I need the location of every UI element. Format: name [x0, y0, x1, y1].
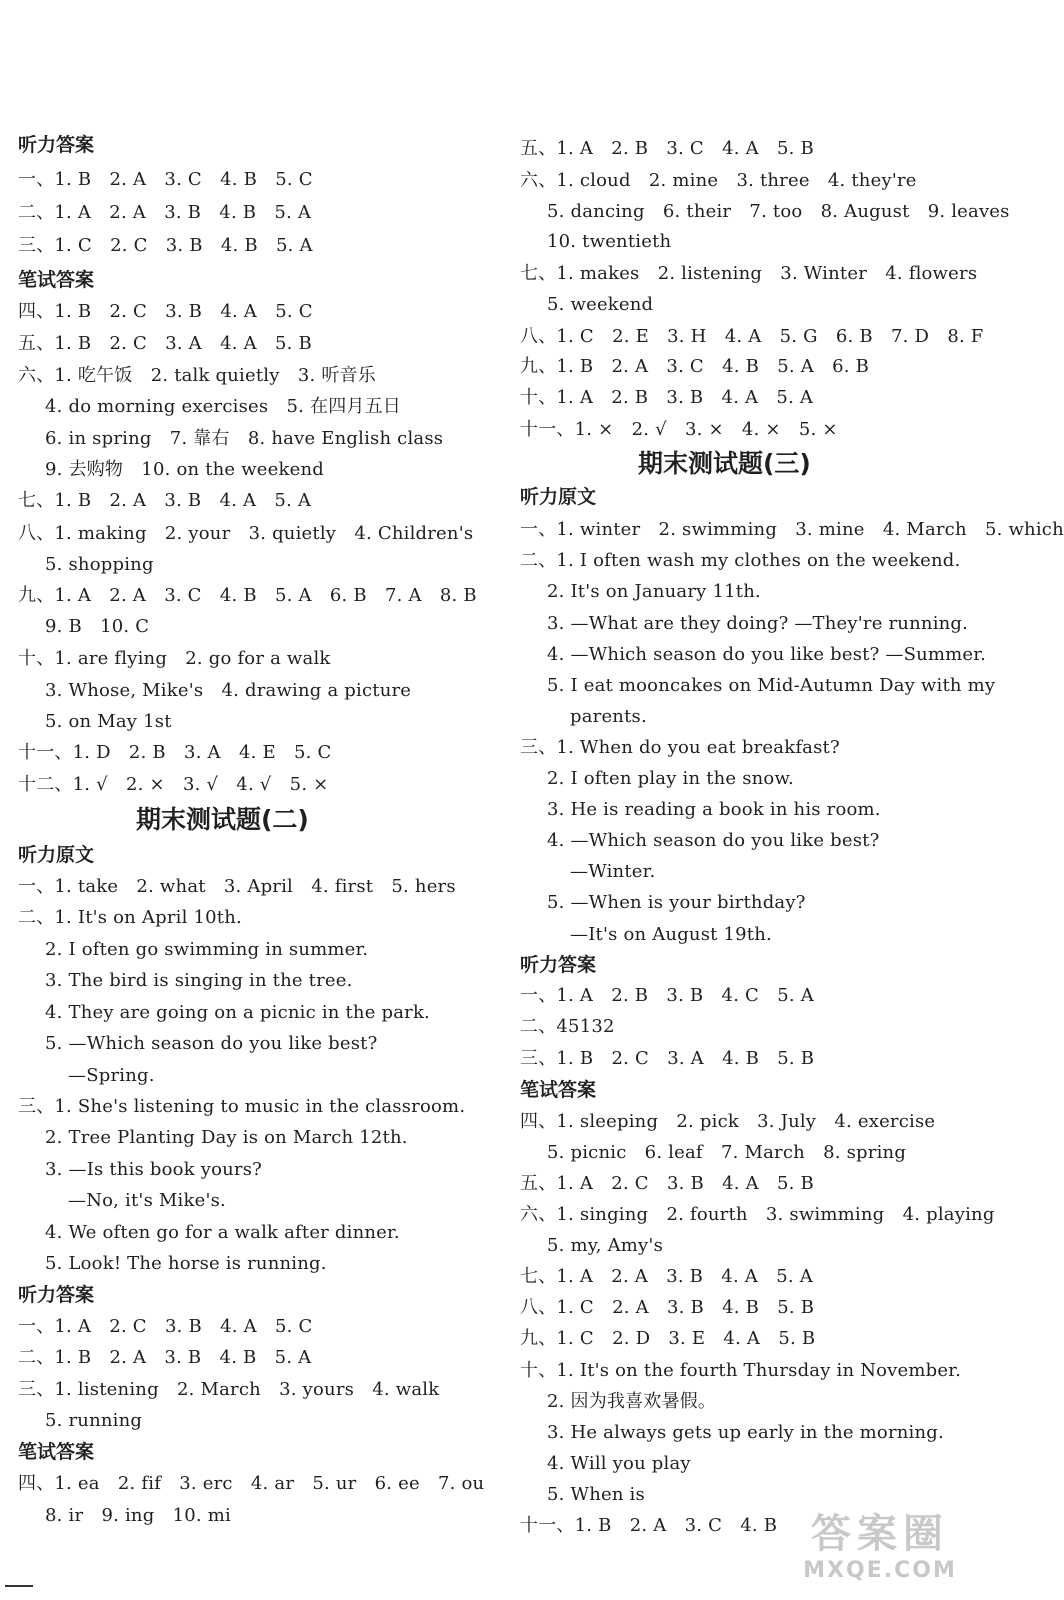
- answer-line: 一、1. B 2. A 3. C 4. B 5. C: [18, 169, 313, 190]
- answer-line: 一、1. A 2. B 3. B 4. C 5. A: [520, 985, 814, 1006]
- answer-line: 2. Tree Planting Day is on March 12th.: [45, 1127, 408, 1148]
- answer-line: 四、1. sleeping 2. pick 3. July 4. exercise: [520, 1111, 936, 1132]
- answer-line: parents.: [570, 706, 647, 727]
- answer-line: 三、1. B 2. C 3. A 4. B 5. B: [520, 1048, 815, 1069]
- answer-line: 二、1. B 2. A 3. B 4. B 5. A: [18, 1347, 312, 1368]
- answer-line: 6. in spring 7. 靠右 8. have English class: [45, 428, 444, 449]
- section-heading: 笔试答案: [18, 269, 95, 291]
- answer-line: 3. He is reading a book in his room.: [547, 799, 881, 820]
- section-heading: 笔试答案: [18, 1441, 95, 1463]
- answer-line: —Spring.: [68, 1065, 155, 1086]
- answer-line: 七、1. B 2. A 3. B 4. A 5. A: [18, 490, 312, 511]
- answer-line: 8. ir 9. ing 10. mi: [45, 1505, 231, 1526]
- answer-line: —It's on August 19th.: [570, 924, 772, 945]
- exam-title: 期末测试题(二): [136, 805, 309, 834]
- answer-line: 三、1. When do you eat breakfast?: [520, 737, 840, 758]
- section-heading: 听力原文: [18, 844, 95, 866]
- answer-line: 5. I eat mooncakes on Mid-Autumn Day with my: [547, 675, 996, 696]
- answer-line: 二、1. I often wash my clothes on the weekend.: [520, 550, 961, 571]
- answer-line: 八、1. C 2. E 3. H 4. A 5. G 6. B 7. D 8. F: [520, 326, 984, 347]
- answer-line: 三、1. She's listening to music in the classroom.: [18, 1096, 466, 1117]
- watermark-url: MXQE.COM: [803, 1558, 957, 1583]
- answer-line: 3. —Is this book yours?: [45, 1159, 263, 1180]
- answer-line: 八、1. C 2. A 3. B 4. B 5. B: [520, 1297, 815, 1318]
- section-heading: 听力答案: [18, 1284, 95, 1306]
- answer-line: 10. twentieth: [547, 231, 672, 252]
- answer-line: 3. The bird is singing in the tree.: [45, 970, 353, 991]
- answer-line: 5. weekend: [547, 294, 654, 315]
- answer-line: 一、1. A 2. C 3. B 4. A 5. C: [18, 1316, 313, 1337]
- answer-line: 一、1. winter 2. swimming 3. mine 4. March 5. which: [520, 519, 1064, 540]
- answer-line: 三、1. listening 2. March 3. yours 4. walk: [18, 1379, 440, 1400]
- answer-line: 十一、1. × 2. √ 3. × 4. × 5. ×: [520, 419, 838, 440]
- site-watermark: [780, 1510, 980, 1588]
- answer-line: 2. I often play in the snow.: [547, 768, 794, 789]
- answer-line: 5. shopping: [45, 554, 154, 575]
- answer-line: 2. I often go swimming in summer.: [45, 939, 369, 960]
- section-heading: 听力答案: [18, 134, 95, 156]
- answer-line: 9. B 10. C: [45, 616, 150, 637]
- answer-line: 4. —Which season do you like best?: [547, 830, 880, 851]
- answer-line: 5. on May 1st: [45, 711, 172, 732]
- answer-line: 六、1. cloud 2. mine 3. three 4. they're: [520, 170, 917, 191]
- answer-line: 十二、1. √ 2. × 3. √ 4. √ 5. ×: [18, 774, 329, 795]
- answer-line: 5. picnic 6. leaf 7. March 8. spring: [547, 1142, 907, 1163]
- answer-line: 六、1. singing 2. fourth 3. swimming 4. playing: [520, 1204, 995, 1225]
- answer-line: —Winter.: [570, 861, 656, 882]
- answer-line: 二、45132: [520, 1016, 615, 1037]
- answer-line: 4. We often go for a walk after dinner.: [45, 1222, 400, 1243]
- answer-line: 一、1. take 2. what 3. April 4. first 5. hers: [18, 876, 456, 897]
- answer-line: 5. Look! The horse is running.: [45, 1253, 327, 1274]
- answer-line: 六、1. 吃午饭 2. talk quietly 3. 听音乐: [18, 365, 376, 386]
- answer-line: 5. running: [45, 1410, 143, 1431]
- answer-line: 十一、1. D 2. B 3. A 4. E 5. C: [18, 742, 332, 763]
- answer-line: 十、1. A 2. B 3. B 4. A 5. A: [520, 387, 814, 408]
- answer-line: 七、1. makes 2. listening 3. Winter 4. flowers: [520, 263, 978, 284]
- answer-line: 五、1. A 2. C 3. B 4. A 5. B: [520, 1173, 814, 1194]
- answer-line: 9. 去购物 10. on the weekend: [45, 459, 324, 480]
- answer-line: 2. It's on January 11th.: [547, 581, 761, 602]
- answer-line: 4. —Which season do you like best? —Summer.: [547, 644, 987, 665]
- answer-line: 5. dancing 6. their 7. too 8. August 9. leaves: [547, 201, 1010, 222]
- answer-line: 五、1. B 2. C 3. A 4. A 5. B: [18, 333, 312, 354]
- answer-line: 十、1. It's on the fourth Thursday in November.: [520, 1360, 961, 1381]
- answer-line: 十、1. are flying 2. go for a walk: [18, 648, 331, 669]
- answer-line: 5. —Which season do you like best?: [45, 1033, 378, 1054]
- answer-line: 九、1. B 2. A 3. C 4. B 5. A 6. B: [520, 356, 870, 377]
- answer-line: 四、1. ea 2. fif 3. erc 4. ar 5. ur 6. ee 7. ou: [18, 1473, 485, 1494]
- section-heading: 听力原文: [520, 486, 597, 508]
- answer-line: 八、1. making 2. your 3. quietly 4. Children's: [18, 523, 474, 544]
- answer-line: 九、1. A 2. A 3. C 4. B 5. A 6. B 7. A 8. B: [18, 585, 477, 606]
- answer-line: 2. 因为我喜欢暑假。: [547, 1391, 717, 1412]
- answer-line: 3. He always gets up early in the morning.: [547, 1422, 944, 1443]
- answer-line: 5. —When is your birthday?: [547, 892, 806, 913]
- answer-line: 十一、1. B 2. A 3. C 4. B: [520, 1515, 778, 1536]
- answer-line: 3. —What are they doing? —They're running.: [547, 613, 969, 634]
- section-heading: 听力答案: [520, 954, 597, 976]
- answer-line: 五、1. A 2. B 3. C 4. A 5. B: [520, 138, 814, 159]
- answer-line: 5. When is: [547, 1484, 645, 1505]
- answer-line: 5. my, Amy's: [547, 1235, 664, 1256]
- answer-line: 三、1. C 2. C 3. B 4. B 5. A: [18, 235, 313, 256]
- exam-title: 期末测试题(三): [638, 449, 811, 478]
- answer-line: —No, it's Mike's.: [68, 1190, 226, 1211]
- section-heading: 笔试答案: [520, 1079, 597, 1101]
- answer-line: 二、1. It's on April 10th.: [18, 907, 242, 928]
- page-footer-rule: [5, 1585, 33, 1587]
- answer-line: 4. Will you play: [547, 1453, 691, 1474]
- answer-line: 4. do morning exercises 5. 在四月五日: [45, 396, 401, 417]
- answer-line: 4. They are going on a picnic in the park.: [45, 1002, 430, 1023]
- answer-line: 四、1. B 2. C 3. B 4. A 5. C: [18, 301, 313, 322]
- answer-line: 九、1. C 2. D 3. E 4. A 5. B: [520, 1328, 816, 1349]
- answer-line: 3. Whose, Mike's 4. drawing a picture: [45, 680, 412, 701]
- watermark-logo-text: 答案圈: [811, 1511, 949, 1557]
- answer-line: 二、1. A 2. A 3. B 4. B 5. A: [18, 202, 312, 223]
- answer-line: 七、1. A 2. A 3. B 4. A 5. A: [520, 1266, 813, 1287]
